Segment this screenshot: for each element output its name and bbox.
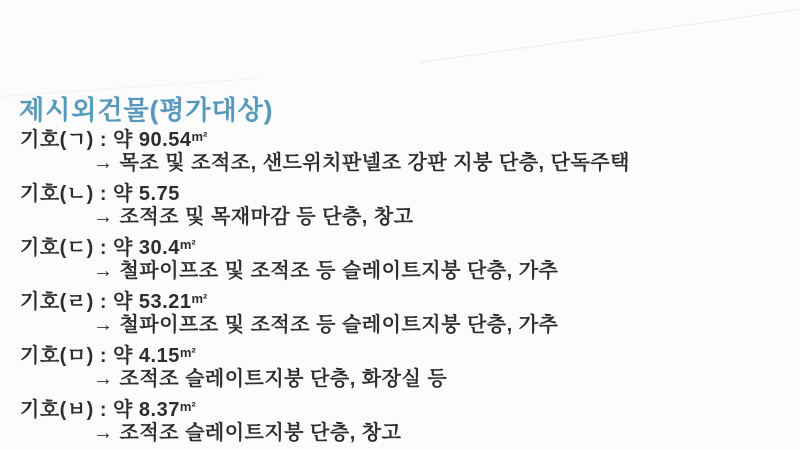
entry-label-text: 기호(ㅁ) : 약 4.15 (20, 345, 180, 367)
entry-list (0, 123, 800, 447)
entry-detail: → 조적조 슬레이트지붕 단층, 화장실 등 (93, 368, 448, 390)
page-title: 제시외건물(평가대상) (19, 95, 274, 125)
scan-artifact (420, 8, 800, 63)
entry-label-text: 기호(ㄷ) : 약 30.4 (20, 237, 180, 259)
entry-label-text: 기호(ㅂ) : 약 8.37 (20, 399, 180, 421)
entry-label (0, 177, 800, 204)
entry-label-text: 기호(ㄹ) : 약 53.21 (20, 291, 192, 313)
entry-giho-g (0, 123, 800, 177)
entry-label (0, 231, 800, 258)
entry-label (0, 393, 800, 420)
area-unit: m² (191, 291, 208, 306)
entry-detail: → 조적조 및 목재마감 등 단층, 창고 (93, 206, 414, 228)
entry-detail: → 철파이프조 및 조적조 등 슬레이트지붕 단층, 가추 (93, 314, 559, 336)
entry-label-text: 기호(ㄱ) : 약 90.54 (20, 129, 192, 151)
entry-giho-b (0, 393, 800, 447)
entry-label (0, 123, 800, 150)
entry-detail: → 철파이프조 및 조적조 등 슬레이트지붕 단층, 가추 (93, 260, 559, 282)
entry-label (0, 339, 800, 366)
area-unit: m² (179, 399, 196, 414)
area-unit: m² (179, 345, 196, 360)
entry-giho-m (0, 339, 800, 393)
entry-detail: → 조적조 슬레이트지붕 단층, 창고 (93, 422, 402, 444)
entry-detail: → 목조 및 조적조, 샌드위치판넬조 강판 지붕 단층, 단독주택 (93, 152, 630, 174)
entry-label-text: 기호(ㄴ) : 약 5.75 (20, 183, 180, 205)
entry-giho-n (0, 177, 800, 231)
area-unit: m² (179, 237, 196, 252)
entry-label (0, 285, 800, 312)
entry-giho-d (0, 231, 800, 285)
entry-giho-r (0, 285, 800, 339)
area-unit: m² (191, 129, 208, 144)
